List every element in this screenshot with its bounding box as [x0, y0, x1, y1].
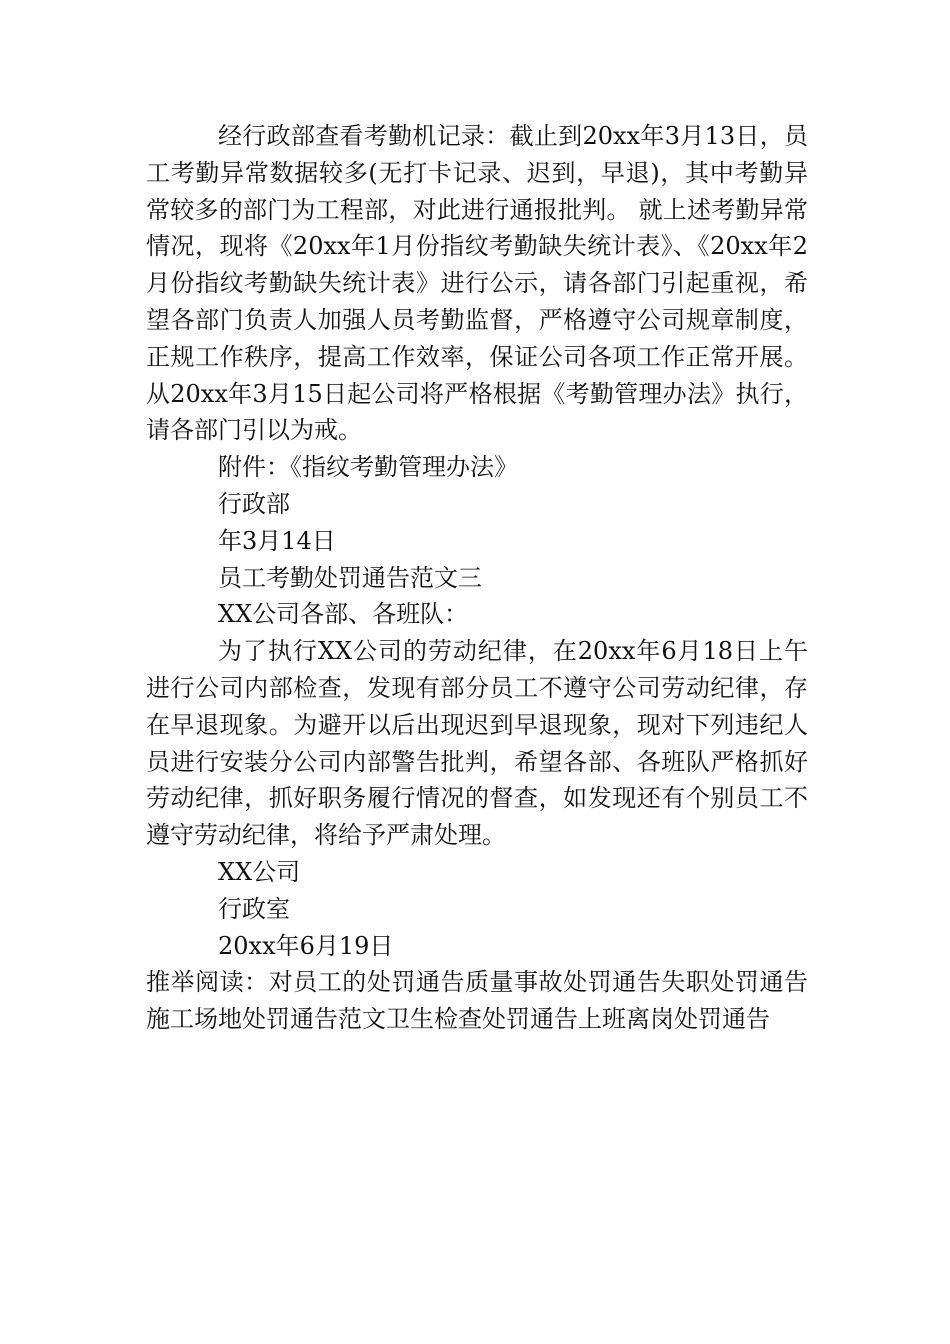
signature-company: XX公司: [218, 857, 301, 886]
body-paragraph-discipline-notice: 为了执行XX公司的劳动纪律，在20xx年6月18日上午进行公司内部检查，发现有部分员工不遵守公司劳动纪律，存在早退现象。为避开以后出现迟到早退现象，现对下列违纪人员进行安装分公司内部警告批判，希望各部、各班队严格抓好劳动纪律，抓好职务履行情况的督查，如发现还有个别员工不遵守劳动纪律，将给予严肃处理。: [146, 637, 808, 850]
salutation: XX公司各部、各班队：: [218, 600, 469, 629]
signature-office: 行政室: [218, 894, 290, 923]
signature-department: 行政部: [218, 489, 290, 518]
document-page: [146, 118, 808, 1038]
signature-date: 年3月14日: [218, 526, 336, 555]
section-title: 员工考勤处罚通告范文三: [218, 563, 482, 592]
body-paragraph-attendance-report: 经行政部查看考勤机记录：截止到20xx年3月13日，员工考勤异常数据较多(无打卡记录、迟到，早退)，其中考勤异常较多的部门为工程部，对此进行通报批判。 就上述考勤异常情况，现将《20xx年1月份指纹考勤缺失统计表》、《20xx年2月份指纹考勤缺失统计表》进行公示，请各部门引起重视，希望各部门负责人加强人员考勤监督，严格遵守公司规章制度，正规工作秩序，提高工作效率，保证公司各项工作正常开展。从20xx年3月15日起公司将严格根据《考勤管理办法》执行，请各部门引以为戒。: [146, 122, 808, 445]
signature-date-2: 20xx年6月19日: [218, 931, 394, 960]
attachment-line: 附件：《指纹考勤管理办法》: [218, 453, 518, 482]
recommended-reading: 推举阅读：对员工的处罚通告质量事故处罚通告失职处罚通告施工场地处罚通告范文卫生检查处罚通告上班离岗处罚通告: [146, 968, 808, 1034]
